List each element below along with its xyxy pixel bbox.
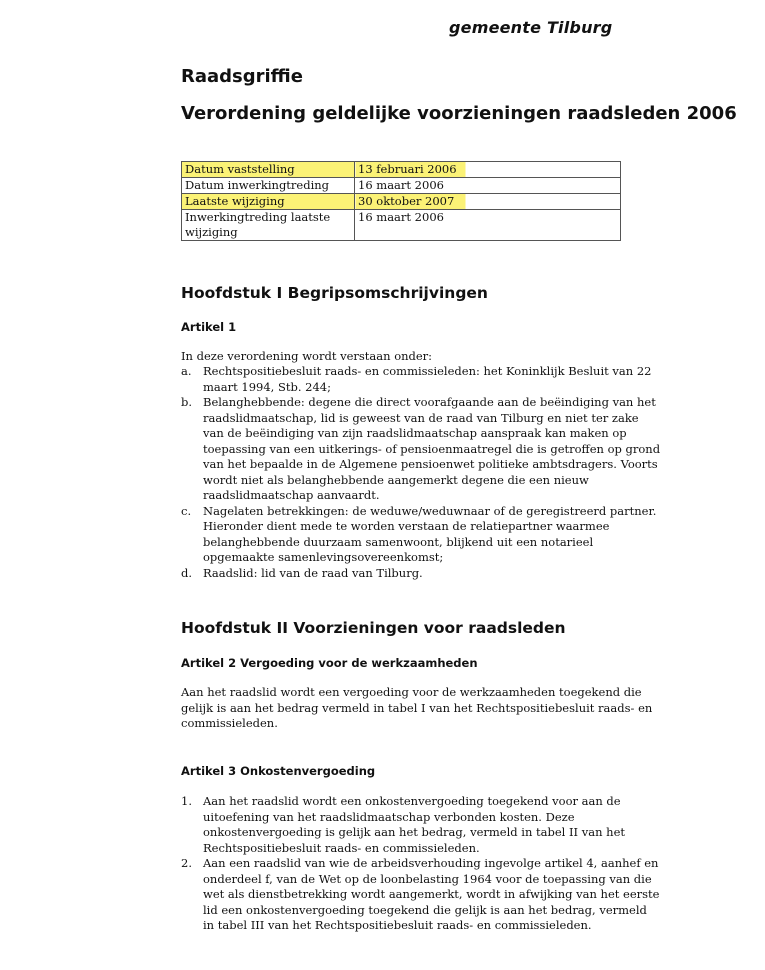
article-heading: Artikel 1 xyxy=(181,320,237,334)
document-title: Verordening geldelijke voorzieningen raadsleden 2006 xyxy=(181,103,737,124)
article-text: Aan het raadslid wordt een vergoeding voor de werkzaamheden toegekend die gelijk is aan het bedrag vermeld in tabel I van het Rechtspositiebesluit raads- en commissieleden. xyxy=(181,685,653,730)
list-item xyxy=(181,395,661,504)
meta-label: Datum vaststelling xyxy=(182,162,355,178)
article-intro: In deze verordening wordt verstaan onder: xyxy=(181,349,433,363)
article-heading: Artikel 2 Vergoeding voor de werkzaamheden xyxy=(181,656,478,670)
definitions-list xyxy=(181,364,661,581)
meta-value: 16 maart 2006 xyxy=(355,210,621,241)
article-3-list xyxy=(181,794,661,934)
list-item xyxy=(181,856,661,934)
table-row xyxy=(182,178,621,194)
list-item xyxy=(181,364,661,395)
meta-label: Laatste wijziging xyxy=(182,194,355,210)
table-row xyxy=(182,162,621,178)
list-item xyxy=(181,794,661,856)
list-item xyxy=(181,566,661,582)
list-item xyxy=(181,504,661,566)
list-item-text: Aan een raadslid van wie de arbeidsverhouding ingevolge artikel 4, aanhef en onderdeel f, van de Wet op de loonbelasting 1964 voor de toepassing van die wet als dienstbetrekking wordt aangemerkt, wordt in afwijking van het eerste lid een onkostenvergoeding toegekend die gelijk is aan het bedrag, vermeld in tabel III van het Rechtspositiebesluit raads- en commissieleden. xyxy=(203,856,660,932)
list-item-text: Nagelaten betrekkingen: de weduwe/weduwnaar of de geregistreerd partner. Hieronder dient mede te worden verstaan de relatiepartner waarmee belanghebbende duurzaam samenwoont, blijkend uit een notarieel opgemaakte samenlevingsovereenkomst; xyxy=(203,503,657,564)
meta-label: Datum inwerkingtreding xyxy=(182,178,355,194)
chapter-heading: Hoofdstuk I Begripsomschrijvingen xyxy=(181,284,488,302)
meta-value: 30 oktober 2007 xyxy=(355,194,621,210)
meta-label: Inwerkingtreding laatste wijziging xyxy=(182,210,355,241)
meta-value: 13 februari 2006 xyxy=(355,162,621,178)
document-metadata-table xyxy=(181,161,621,241)
list-marker: d. xyxy=(181,565,193,580)
municipality-brand: gemeente Tilburg xyxy=(449,18,613,37)
list-marker: 1. xyxy=(181,794,192,808)
list-item-text: Aan het raadslid wordt een onkostenvergoeding toegekend voor aan de uitoefening van het raadslidmaatschap verbonden kosten. Deze onkostenvergoeding is gelijk aan het bedrag, vermeld in tabel II van het Rechtspositiebesluit raads- en commissieleden. xyxy=(203,794,625,855)
list-item-text: Belanghebbende: degene die direct voorafgaande aan de beëindiging van het raadslidmaatschap, lid is geweest van de raad van Tilburg en niet ter zake van de beëindiging van zijn raadslidmaatschap aanspraak kan maken op toepassing van een uitkerings- of pensioenmaatregel die is getroffen op grond van het bepaalde in de Algemene pensioenwet politieke ambtsdragers. Voorts wordt niet als belanghebbende aangemerkt degene die een nieuw raadslidmaatschap aanvaardt. xyxy=(203,395,661,502)
list-marker: a. xyxy=(181,364,192,378)
list-item-text: Rechtspositiebesluit raads- en commissieleden: het Koninklijk Besluit van 22 maart 1994, Stb. 244; xyxy=(203,364,652,394)
meta-value: 16 maart 2006 xyxy=(355,178,621,194)
table-row xyxy=(182,210,621,241)
department-heading: Raadsgriffie xyxy=(181,66,303,87)
list-marker: c. xyxy=(181,503,192,518)
list-item-text: Raadslid: lid van de raad van Tilburg. xyxy=(203,565,423,580)
list-marker: b. xyxy=(181,395,193,409)
table-row xyxy=(182,194,621,210)
chapter-heading: Hoofdstuk II Voorzieningen voor raadsleden xyxy=(181,619,566,637)
article-heading: Artikel 3 Onkostenvergoeding xyxy=(181,764,376,778)
list-marker: 2. xyxy=(181,856,192,870)
